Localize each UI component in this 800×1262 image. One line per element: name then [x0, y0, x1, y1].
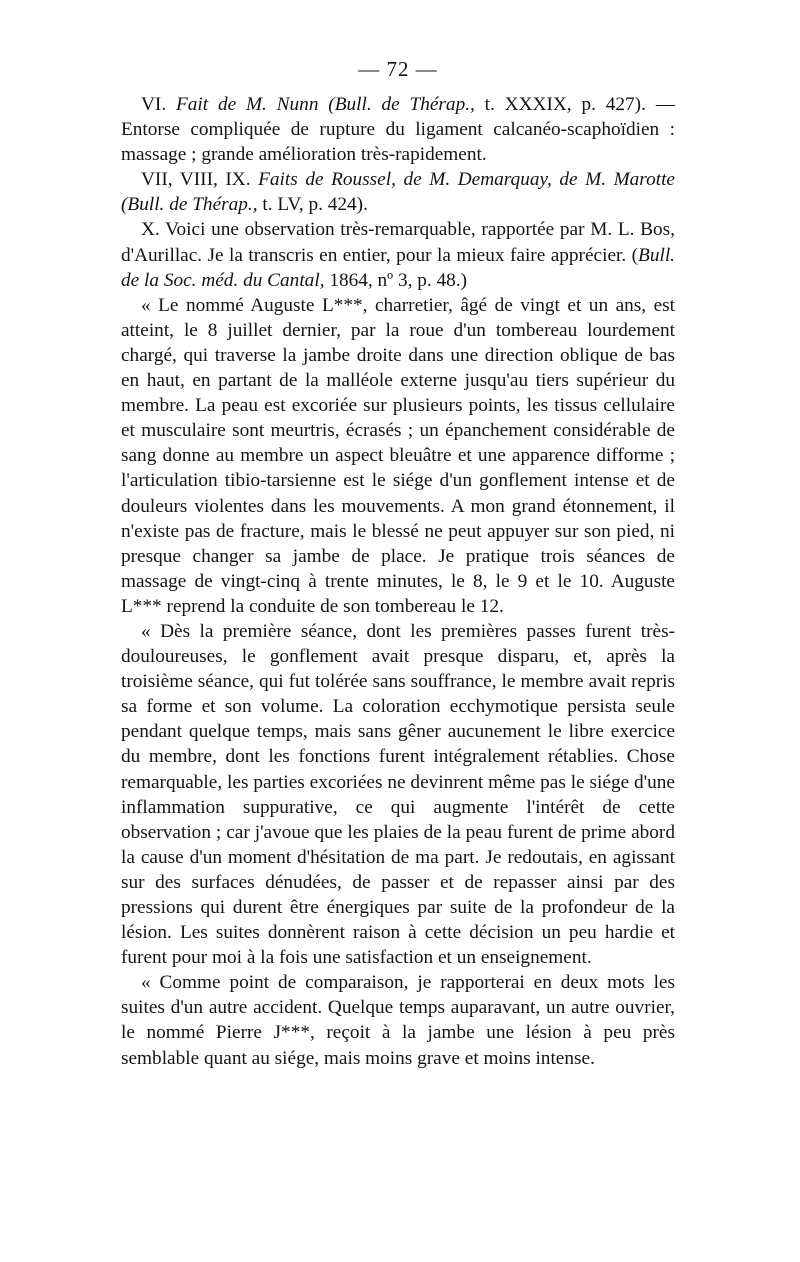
text-segment: t. XXXIX, p. 427). — Entorse compliquée de rupture du ligament calcanéo-scaphoïdien : massage ; grande amélioration très-rapidement.: [121, 94, 675, 166]
paragraph-cases-7-9: [121, 167, 675, 217]
paragraph-quote-first-session: [121, 619, 675, 970]
document-page: [121, 52, 675, 1071]
text-segment: VI.: [141, 94, 176, 115]
text-segment: 1864, nº 3, p. 48.): [324, 269, 468, 291]
text-segment: t. LV, p. 424).: [257, 194, 368, 216]
text-segment: X. Voici une observation très-remarquable, rapportée par M. L. Bos, d'Aurillac. Je la transcris en entier, pour la mieux faire apprécier. (: [121, 219, 675, 266]
paragraph-quote-comparison: [121, 970, 675, 1070]
text-segment: « Dès la première séance, dont les premières passes furent très-douloureuses, le gonflement avait presque disparu, et, après la troisième séance, qui fut tolérée sans souffrance, le membre avait repris sa forme et son volume. La coloration ecchymotique persista seule pendant quelque temps, mais sans gêner aucunement le libre exercice du membre, dont les fonctions furent intégralement rétablies. Chose remarquable, les parties excoriées ne devinrent même pas le siége d'une inflammation suppurative, ce qui augmente l'intérêt de cette observation ; car j'avoue que les plaies de la peau furent de prime abord la cause d'un moment d'hésitation de ma part. Je redoutais, en agissant sur des surfaces dénudées, de passer et de repasser ainsi par des pressions qui durent être énergiques par suite de la profondeur de la lésion. Les suites donnèrent raison à cette décision un peu hardie et furent pour moi à la fois une satisfaction et un enseignement.: [121, 620, 675, 969]
text-segment: « Comme point de comparaison, je rapporterai en deux mots les suites d'un autre accident. Quelque temps auparavant, un autre ouvrier, le nommé Pierre J***, reçoit à la jambe une lésion à peu près semblable quant au siége, mais moins grave et moins intense.: [121, 972, 675, 1069]
text-segment: VII, VIII, IX.: [141, 169, 259, 191]
paragraph-case-10-intro: [121, 217, 675, 292]
paragraph-case-6: [121, 92, 675, 167]
text-segment: « Le nommé Auguste L***, charretier, âgé de vingt et un ans, est atteint, le 8 juillet dernier, par la roue d'un tombereau lourdement chargé, qui traverse la jambe droite dans une direction oblique de bas en haut, en partant de la malléole externe jusqu'au tiers supérieur du membre. La peau est excoriée sur plusieurs points, les tissus cellulaire et musculaire sont meurtris, écrasés ; un épanchement considérable de sang donne au membre un aspect bleuâtre et une apparence difforme ; l'articulation tibio-tarsienne est le siége d'un gonflement intense et de douleurs violentes dans les mouvements. A mon grand étonnement, il n'existe pas de fracture, mais le blessé ne peut appuyer sur son pied, ni presque changer sa jambe de place. Je pratique trois séances de massage de vingt-cinq à trente minutes, le 8, le 9 et le 10. Auguste L*** reprend la conduite de son tombereau le 12.: [121, 294, 675, 617]
citation-italic: Fait de M. Nunn (Bull. de Thérap.,: [176, 94, 475, 115]
paragraph-quote-auguste: [121, 293, 675, 619]
citation-italic: Bull. de la Soc. méd. du Cantal,: [121, 244, 675, 291]
page-number: — 72 —: [358, 57, 438, 81]
citation-italic: Faits de Roussel, de M. Demarquay, de M. Marotte (Bull. de Thérap.,: [121, 169, 675, 216]
